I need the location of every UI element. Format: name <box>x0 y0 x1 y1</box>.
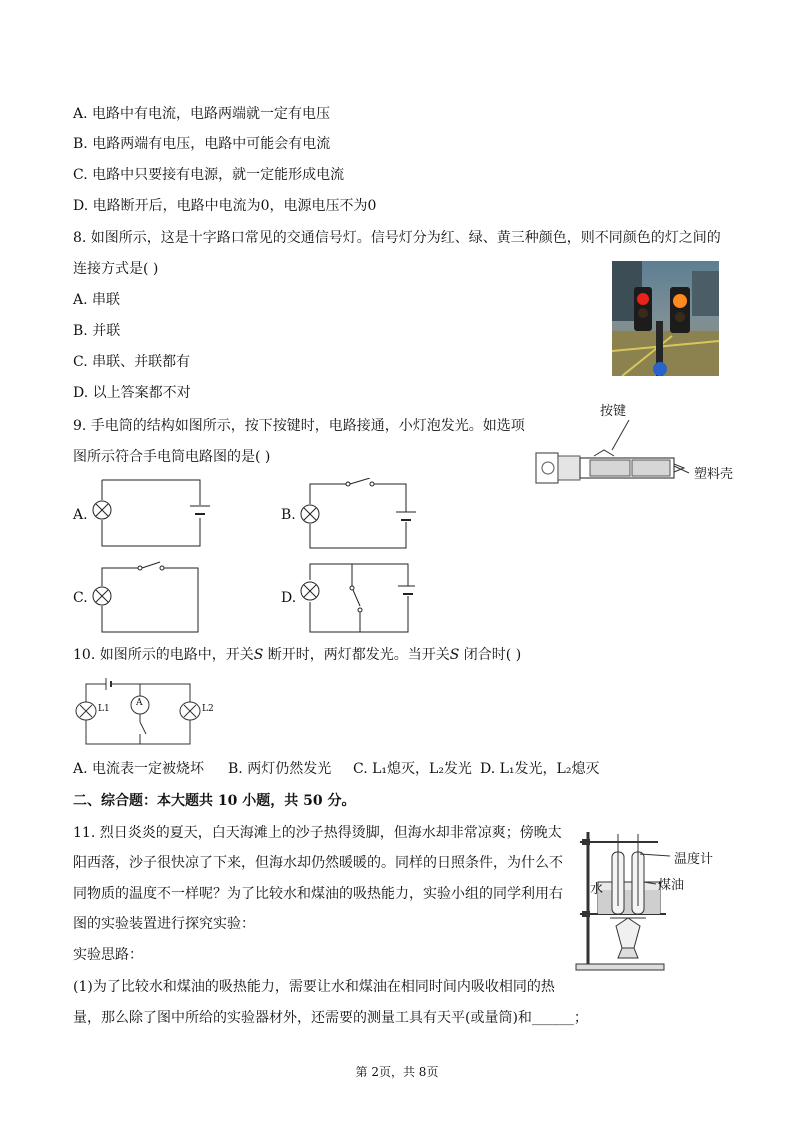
q7-option-b: B. 电路两端有电压，电路中可能会有电流 <box>73 136 331 152</box>
q10-ammeter-label: A <box>136 698 143 708</box>
q8-option-b: B. 并联 <box>73 323 121 339</box>
q11-line-2: 阳西落，沙子很快凉了下来，但海水却仍然暖暖的。同样的日照条件，为什么不 <box>73 855 563 871</box>
q10-option-d: D. L₁发光，L₂熄灭 <box>480 761 600 777</box>
heating-apparatus-figure <box>574 826 724 974</box>
q10-switch-s1: S <box>253 647 264 663</box>
circuit-b <box>300 478 420 552</box>
q10-circuit <box>74 676 224 750</box>
q10-option-b: B. 两灯仍然发光 <box>228 761 332 777</box>
circuit-a <box>90 478 210 550</box>
q11-line-5: 实验思路： <box>73 947 143 963</box>
fig-shell-label: 塑料壳 <box>694 467 734 482</box>
q8-option-d: D. 以上答案都不对 <box>73 385 191 401</box>
q10-l2-label: L2 <box>202 704 214 714</box>
q8-option-a: A. 串联 <box>73 292 121 308</box>
q10-switch-s2: S <box>449 647 460 663</box>
q10-l1-label: L1 <box>98 704 110 714</box>
q10-stem-prefix: 10. 如图所示的电路中，开关 <box>73 647 254 663</box>
fig-water-label: 水 <box>590 882 604 897</box>
circuit-c <box>90 560 205 636</box>
q7-option-a: A. 电路中有电流，电路两端就一定有电压 <box>73 106 331 122</box>
section-heading: 二、综合题：本大题共 10 小题，共 50 分。 <box>73 793 356 809</box>
q7-option-c: C. 电路中只要接有电源，就一定能形成电流 <box>73 167 345 183</box>
q9-option-d-label: D. <box>281 590 297 606</box>
q8-option-c: C. 串联、并联都有 <box>73 354 191 370</box>
q10-stem-suffix: 闭合时( ) <box>459 647 522 663</box>
q7-option-d: D. 电路断开后，电路中电流为0，电源电压不为0 <box>73 198 377 214</box>
fig-button-label: 按键 <box>600 404 627 419</box>
q11-line-3: 同物质的温度不一样呢？为了比较水和煤油的吸热能力，实验小组的同学利用右 <box>73 886 563 902</box>
q11-line-4: 图的实验装置进行探究实验： <box>73 916 255 932</box>
fig-thermometer-label: 温度计 <box>674 852 714 867</box>
q9-option-c-label: C. <box>73 590 88 606</box>
fig-kerosene-label: 煤油 <box>658 878 685 893</box>
q11-line-6: (1)为了比较水和煤油的吸热能力，需要让水和煤油在相同时间内吸收相同的热 <box>73 979 555 995</box>
flashlight-figure <box>534 398 744 493</box>
q9-stem-line2: 图所示符合手电筒电路图的是( ) <box>73 449 271 465</box>
q8-stem-line1: 8. 如图所示，这是十字路口常见的交通信号灯。信号灯分为红、绿、黄三种颜色，则不同颜色的灯之间的 <box>73 230 721 246</box>
q9-option-a-label: A. <box>73 507 88 523</box>
q11-line-1: 11. 烈日炎炎的夏天，白天海滩上的沙子热得烫脚，但海水却非常凉爽；傍晚太 <box>73 825 562 841</box>
q9-option-b-label: B. <box>281 507 296 523</box>
q10-option-c: C. L₁熄灭，L₂发光 <box>353 761 472 777</box>
q10-stem-mid: 断开时，两灯都发光。当开关 <box>263 647 450 663</box>
q9-stem-line1: 9. 手电筒的结构如图所示，按下按键时，电路接通，小灯泡发光。如选项 <box>73 418 525 434</box>
page-footer: 第 2页，共 8页 <box>355 1065 439 1079</box>
q8-stem-line2: 连接方式是( ) <box>73 261 159 277</box>
q11-line-7: 量，那么除了图中所给的实验器材外，还需要的测量工具有天平(或量筒)和______； <box>73 1010 588 1026</box>
circuit-d <box>300 560 415 636</box>
q10-option-a: A. 电流表一定被烧坏 <box>73 761 205 777</box>
traffic-light-photo <box>612 261 719 376</box>
q10-stem <box>73 645 521 665</box>
